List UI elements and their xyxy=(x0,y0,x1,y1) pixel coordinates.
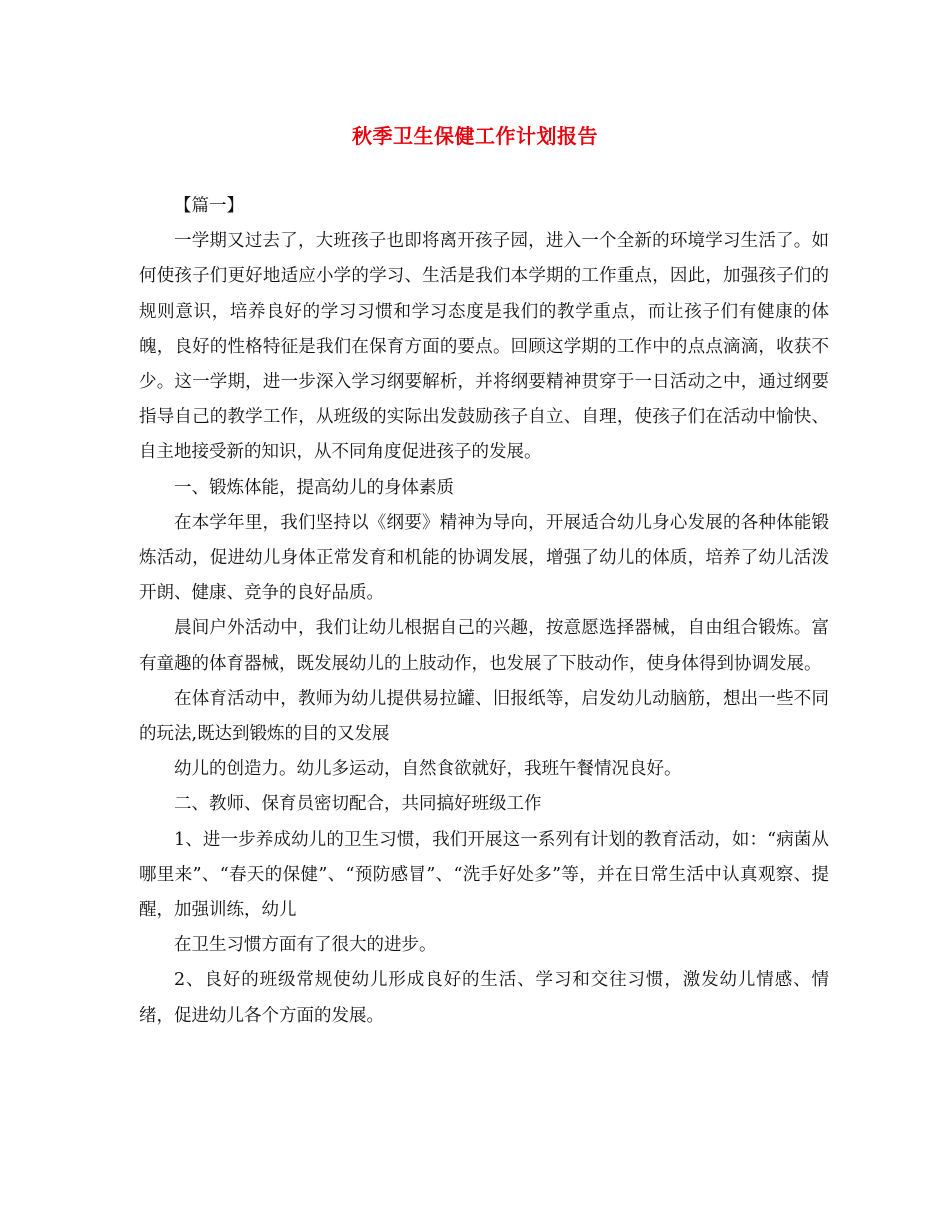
paragraph: 在体育活动中，教师为幼儿提供易拉罐、旧报纸等，启发幼儿动脑筋，想出一些不同的玩法,既达到锻炼的目的又发展 xyxy=(139,688,829,745)
section-heading: 【篇一】 xyxy=(174,196,244,216)
paragraph: 在本学年里，我们坚持以《纲要》精神为导向，开展适合幼儿身心发展的各种体能锻炼活动，促进幼儿身体正常发育和机能的协调发展，增强了幼儿的体质，培养了幼儿活泼开朗、健康、竞争的良好品质。 xyxy=(139,512,829,604)
paragraph: 一、锻炼体能，提高幼儿的身体素质 xyxy=(174,477,454,498)
paragraph: 二、教师、保育员密切配合，共同搞好班级工作 xyxy=(174,794,542,815)
paragraph: 1、进一步养成幼儿的卫生习惯，我们开展这一系列有计划的教育活动，如：“病菌从哪里来”、“春天的保健”、“预防感冒”、“洗手好处多”等，并在日常生活中认真观察、提醒，加强训练，幼儿 xyxy=(139,829,829,921)
paragraph: 幼儿的创造力。幼儿多运动，自然食欲就好，我班午餐情况良好。 xyxy=(174,759,682,780)
paragraph: 在卫生习惯方面有了很大的进步。 xyxy=(174,935,437,956)
document-body xyxy=(139,189,829,1034)
paragraph: 一学期又过去了，大班孩子也即将离开孩子园，进入一个全新的环境学习生活了。如何使孩子们更好地适应小学的学习、生活是我们本学期的工作重点，因此，加强孩子们的规则意识，培养良好的学习习惯和学习态度是我们的教学重点，而让孩子们有健康的体魄，良好的性格特征是我们在保育方面的要点。回顾这学期的工作中的点点滴滴，收获不少。这一学期，进一步深入学习纲要解析，并将纲要精神贯穿于一日活动之中，通过纲要指导自己的教学工作，从班级的实际出发鼓励孩子自立、自理，使孩子们在活动中愉快、自主地接受新的知识，从不同角度促进孩子的发展。 xyxy=(139,231,829,463)
document-title: 秋季卫生保健工作计划报告 xyxy=(352,124,598,148)
paragraph: 2、良好的班级常规使幼儿形成良好的生活、学习和交往习惯，激发幼儿情感、情绪，促进幼儿各个方面的发展。 xyxy=(139,970,829,1026)
paragraph: 晨间户外活动中，我们让幼儿根据自己的兴趣，按意愿选择器械，自由组合锻炼。富有童趣的体育器械，既发展幼儿的上肢动作，也发展了下肢动作，使身体得到协调发展。 xyxy=(139,618,829,674)
